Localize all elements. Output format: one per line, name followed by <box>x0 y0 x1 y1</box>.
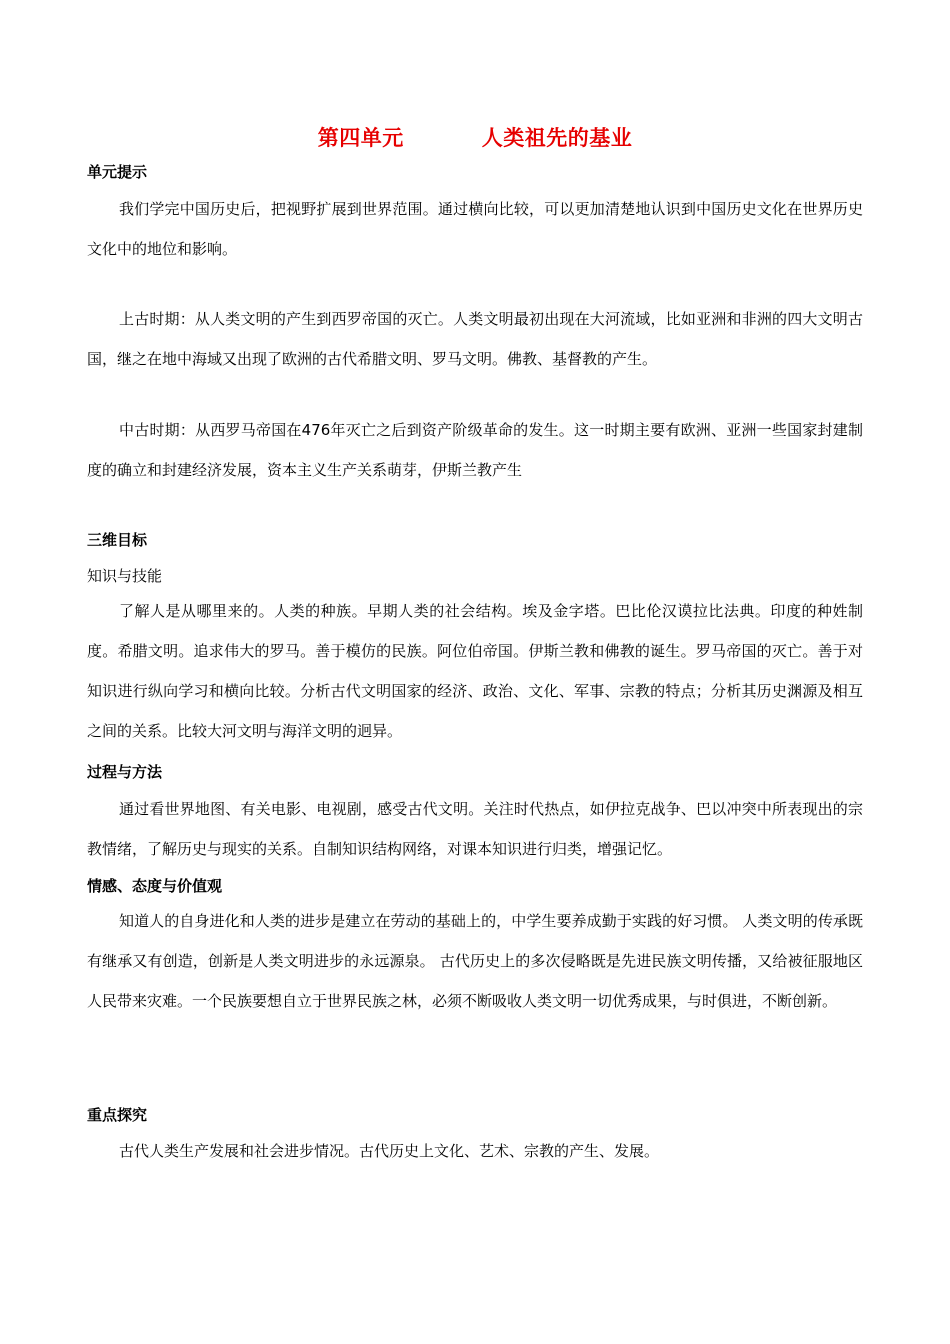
heading-emotion: 情感、态度与价值观 <box>87 877 223 895</box>
unit-tip-paragraph-3: 中古时期：从西罗马帝国在476年灭亡之后到资产阶级革命的发生。这一时期主要有欧洲、亚洲一些国家封建制度的确立和封建经济发展，资本主义生产关系萌芽，伊斯兰教产生 <box>87 421 863 479</box>
heading-unit-tip: 单元提示 <box>87 163 148 181</box>
process-paragraph: 通过看世界地图、有关电影、电视剧，感受古代文明。关注时代热点，如伊拉克战争、巴以冲突中所表现出的宗教情绪，了解历史与现实的关系。自制知识结构网络，对课本知识进行归类，增强记忆。 <box>87 800 863 858</box>
unit-tip-paragraph-1: 我们学完中国历史后，把视野扩展到世界范围。通过横向比较，可以更加清楚地认识到中国历史文化在世界历史文化中的地位和影响。 <box>87 200 863 258</box>
page-title <box>0 122 950 152</box>
title-unit: 第四单元 <box>317 126 404 150</box>
unit-tip-paragraph-2: 上古时期：从人类文明的产生到西罗帝国的灭亡。人类文明最初出现在大河流域，比如亚洲和非洲的四大文明古国，继之在地中海域又出现了欧洲的古代希腊文明、罗马文明。佛教、基督教的产生。 <box>87 310 863 368</box>
title-name: 人类祖先的基业 <box>481 126 633 150</box>
heading-process: 过程与方法 <box>87 763 163 781</box>
heading-goals: 三维目标 <box>87 531 148 549</box>
focus-paragraph: 古代人类生产发展和社会进步情况。古代历史上文化、艺术、宗教的产生、发展。 <box>119 1142 660 1160</box>
subheading-knowledge: 知识与技能 <box>87 567 163 585</box>
heading-focus: 重点探究 <box>87 1106 148 1124</box>
emotion-paragraph: 知道人的自身进化和人类的进步是建立在劳动的基础上的，中学生要养成勤于实践的好习惯。 人类文明的传承既有继承又有创造，创新是人类文明进步的永远源泉。 古代历史上的多次侵略既是先进民族文明传播，又给被征服地区人民带来灾难。一个民族要想自立于世界民族之林，必须不断吸收人类文明一切优秀成果，与时俱进，不断创新。 <box>87 912 863 1010</box>
knowledge-paragraph: 了解人是从哪里来的。人类的种族。早期人类的社会结构。埃及金字塔。巴比伦汉谟拉比法典。印度的种姓制度。希腊文明。追求伟大的罗马。善于模仿的民族。阿位伯帝国。伊斯兰教和佛教的诞生。罗马帝国的灭亡。善于对知识进行纵向学习和横向比较。分析古代文明国家的经济、政治、文化、军事、宗教的特点；分析其历史渊源及相互之间的关系。比较大河文明与海洋文明的迥异。 <box>87 602 863 740</box>
